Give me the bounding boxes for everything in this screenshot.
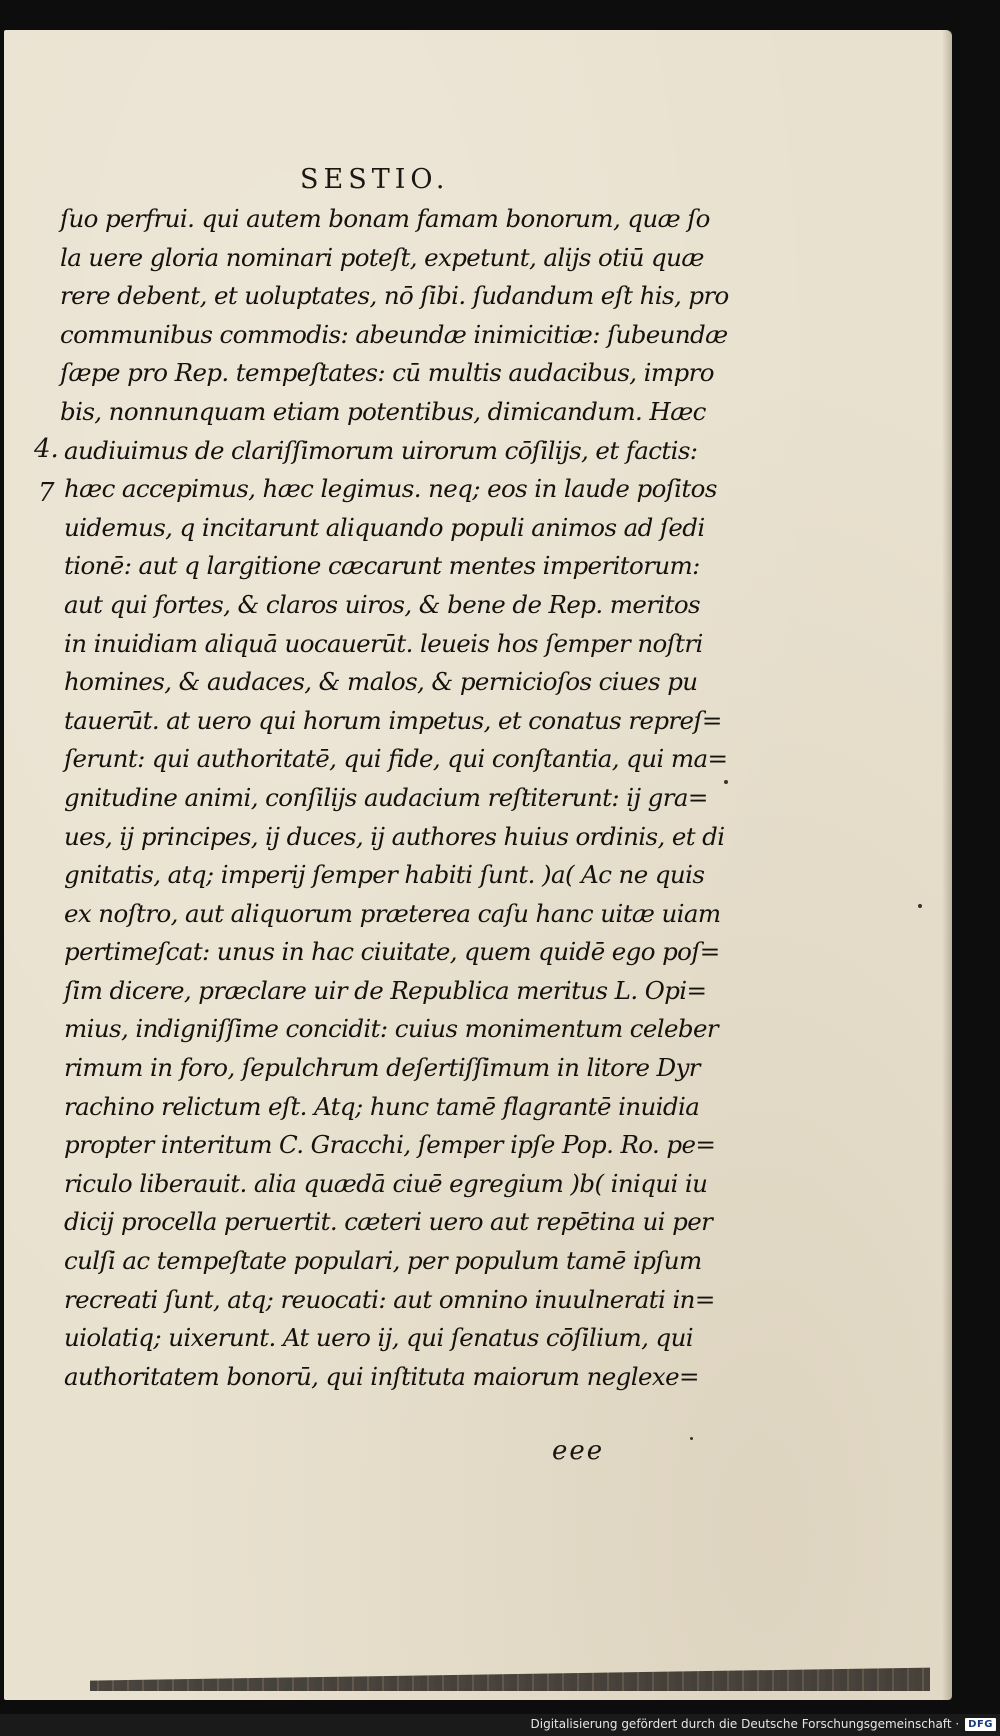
- text-line: ſerunt: qui authoritatē, qui fide, qui conſtantia, qui ma=: [64, 744, 728, 774]
- text-line: recreati ſunt, atq; reuocati: aut omnino inuulnerati in=: [64, 1284, 715, 1314]
- digitization-footer: [531, 1714, 996, 1734]
- text-line: hæc accepimus, hæc legimus. neq; eos in laude poſitos: [64, 474, 717, 504]
- text-line: aut qui fortes, & claros uiros, & bene de Rep. meritos: [64, 589, 701, 619]
- text-line: culſi ac tempeſtate populari, per populum tamē ipſum: [64, 1246, 702, 1276]
- text-line: uidemus, q incitarunt aliquando populi animos ad ſedi: [64, 512, 705, 542]
- text-line: ſim dicere, præclare uir de Republica meritus L. Opi=: [64, 975, 707, 1005]
- text-line: homines, & audaces, & malos, & pernicioſos ciues pu: [64, 667, 698, 697]
- text-line: dicij procella peruertit. cæteri uero aut repētina ui per: [64, 1207, 713, 1237]
- margin-note: 4.: [34, 434, 59, 464]
- text-line: communibus commodis: abeundæ inimicitiæ: ſubeundæ: [60, 319, 728, 349]
- text-line: rimum in foro, ſepulchrum deſertiſſimum in litore Dyr: [64, 1053, 700, 1083]
- text-line: authoritatem bonorū, qui inſtituta maiorum neglexe=: [64, 1361, 699, 1391]
- running-head: SESTIO.: [300, 164, 450, 195]
- text-line: ſuo perfrui. qui autem bonam famam bonorum, quæ ſo: [60, 204, 710, 233]
- text-line: gnitatis, atq; imperij ſemper habiti ſunt. )a( Ac ne quis: [64, 860, 705, 890]
- body-text: [60, 200, 729, 1396]
- text-line: propter interitum C. Gracchi, ſemper ipſe Pop. Ro. pe=: [64, 1130, 716, 1160]
- text-line: in inuidiam aliquā uocauerūt. leueis hos ſemper noſtri: [64, 628, 703, 658]
- page-edge: [942, 30, 952, 1700]
- margin-note: 7: [38, 478, 55, 508]
- ink-speck: [918, 904, 922, 908]
- ink-speck: [690, 1437, 693, 1440]
- text-line: audiuimus de clariſſimorum uirorum cōſilijs, et factis:: [64, 435, 698, 465]
- ink-speck: [724, 780, 728, 784]
- text-line: ſæpe pro Rep. tempeſtates: cū multis audacibus, impro: [60, 358, 714, 388]
- text-line: riculo liberauit. alia quædā ciuē egregium )b( iniqui iu: [64, 1168, 708, 1198]
- text-line: ues, ij principes, ij duces, ij authores huius ordinis, et di: [64, 821, 725, 851]
- text-line: rachino relictum eſt. Atq; hunc tamē flagrantē inuidia: [64, 1091, 700, 1121]
- catchword: eee: [552, 1436, 605, 1466]
- text-line: uiolatiq; uixerunt. At uero ij, qui ſenatus cōſilium, qui: [64, 1323, 694, 1353]
- footer-credit: Digitalisierung gefördert durch die Deutsche Forschungsgemeinschaft ·: [530, 1717, 960, 1731]
- text-line: tionē: aut q largitione cæcarunt mentes imperitorum:: [64, 551, 700, 581]
- text-line: tauerūt. at uero qui horum impetus, et conatus repreſ=: [64, 705, 722, 735]
- text-line: mius, indigniſſime concidit: cuius monimentum celeber: [64, 1014, 719, 1044]
- text-line: bis, nonnunquam etiam potentibus, dimicandum. Hæc: [60, 396, 706, 426]
- text-line: rere debent, et uoluptates, nō ſibi. ſudandum eſt his, pro: [60, 281, 729, 311]
- text-line: la uere gloria nominari poteſt, expetunt, alijs otiū quæ: [60, 242, 704, 272]
- text-line: pertimeſcat: unus in hac ciuitate, quem quidē ego poſ=: [64, 937, 720, 967]
- text-line: ex noſtro, aut aliquorum præterea caſu hanc uitæ uiam: [64, 898, 721, 928]
- text-line: gnitudine animi, conſilijs audacium reſtiterunt: ij gra=: [64, 782, 708, 812]
- dfg-logo: DFG: [965, 1718, 996, 1731]
